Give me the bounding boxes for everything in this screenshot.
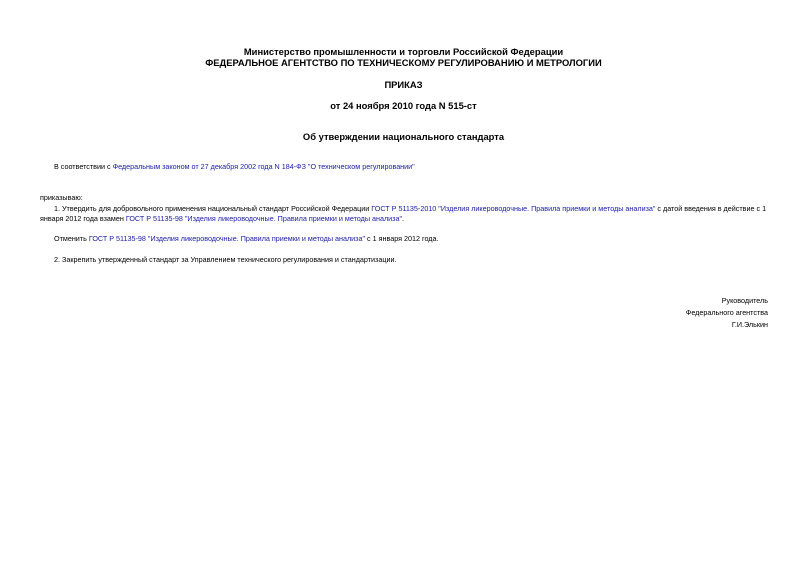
signature-name: Г.И.Элькин	[731, 320, 768, 329]
federal-law-link[interactable]: Федеральным законом от 27 декабря 2002 года N 184-ФЗ "О техническом регулировании"	[112, 162, 415, 171]
item-1-suffix: .	[402, 214, 405, 223]
signature-title: Руководитель	[721, 296, 768, 305]
document-type: ПРИКАЗ	[384, 79, 423, 90]
item-1-paragraph	[40, 204, 770, 224]
order-word: приказываю:	[40, 193, 83, 202]
item-1-middle: с датой введения в действие с 1 января 2012 года взамен	[40, 204, 767, 223]
document-subject: Об утверждении национального стандарта	[302, 131, 505, 142]
gost-98-link[interactable]: ГОСТ Р 51135-98 "Изделия ликероводочные. Правила приемки и методы анализа"	[125, 214, 403, 223]
cancel-prefix: Отменить	[54, 234, 89, 243]
document-date-number: от 24 ноября 2010 года N 515-ст	[330, 100, 477, 111]
intro-paragraph	[54, 162, 415, 172]
intro-prefix: В соответствии с	[54, 162, 113, 171]
agency-heading: ФЕДЕРАЛЬНОЕ АГЕНТСТВО ПО ТЕХНИЧЕСКОМУ РЕГУЛИРОВАНИЮ И МЕТРОЛОГИИ	[205, 57, 602, 68]
gost-2010-link[interactable]: ГОСТ Р 51135-2010 "Изделия ликероводочные. Правила приемки и методы анализа"	[371, 204, 656, 213]
gost-98-cancel-link[interactable]: ГОСТ Р 51135-98 "Изделия ликероводочные. Правила приемки и методы анализа"	[88, 234, 366, 243]
ministry-heading: Министерство промышленности и торговли Российской Федерации	[243, 46, 564, 57]
signature-agency: Федерального агентства	[685, 308, 768, 317]
item-2-paragraph: 2. Закрепить утвержденный стандарт за Управлением технического регулирования и стандартизации.	[54, 255, 397, 264]
cancel-paragraph	[54, 234, 439, 244]
item-1-prefix: 1. Утвердить для добровольного применения национальный стандарт Российской Федерации	[54, 204, 372, 213]
cancel-suffix: с 1 января 2012 года.	[365, 234, 439, 243]
